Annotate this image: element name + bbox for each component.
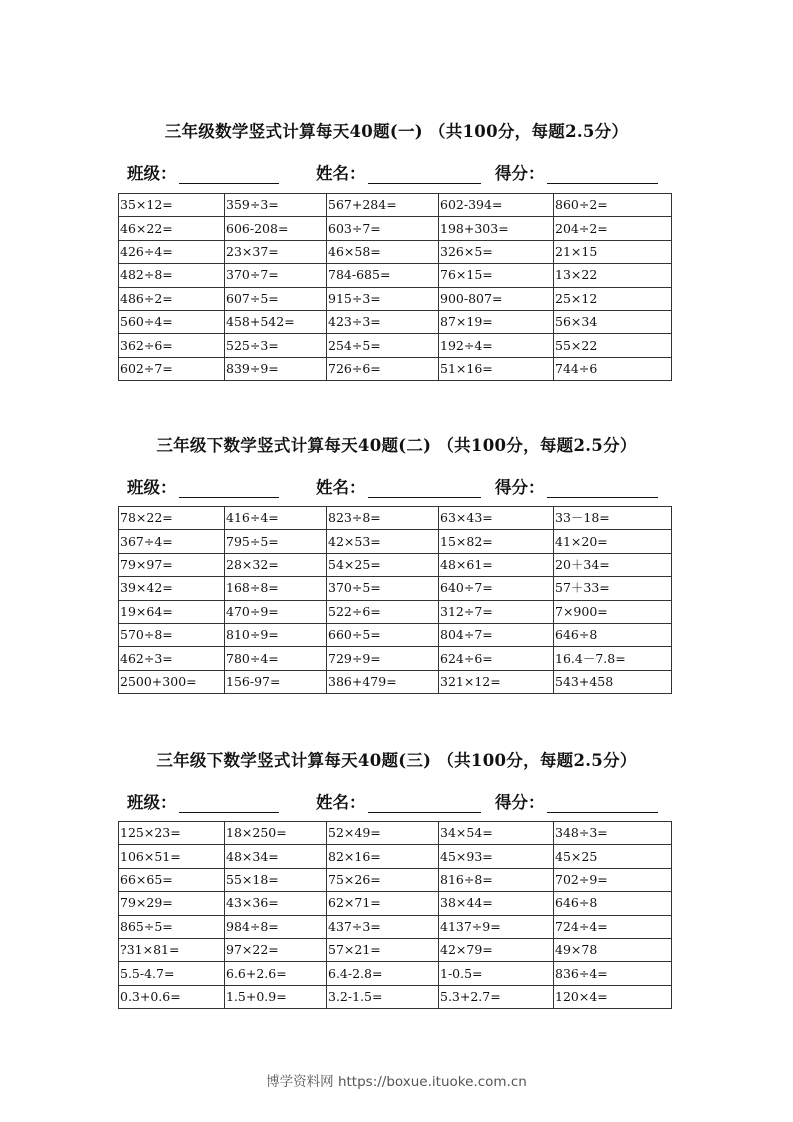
watermark-footer: 博学资料网 https://boxue.ituoke.com.cn bbox=[266, 1074, 527, 1090]
problem-cell: 567+284= bbox=[327, 194, 439, 217]
class-field bbox=[127, 160, 279, 184]
problem-cell: 603÷7= bbox=[327, 217, 439, 240]
problem-cell: 66×65= bbox=[119, 868, 225, 891]
problem-cell: 6.6+2.6= bbox=[225, 962, 327, 985]
problem-table bbox=[118, 506, 672, 694]
problem-cell: 254÷5= bbox=[327, 334, 439, 357]
name-field bbox=[316, 474, 481, 498]
problem-cell: 462÷3= bbox=[119, 647, 225, 670]
problem-cell: 63×43= bbox=[439, 507, 554, 530]
problem-cell: 865÷5= bbox=[119, 915, 225, 938]
table-row bbox=[119, 845, 672, 868]
problem-cell: 2500+300= bbox=[119, 670, 225, 693]
problem-cell: 0.3+0.6= bbox=[119, 985, 225, 1008]
problem-cell: 915÷3= bbox=[327, 287, 439, 310]
problem-cell: ?31×81= bbox=[119, 938, 225, 961]
score-field-blank-line[interactable] bbox=[547, 167, 658, 184]
problem-cell: 21×15 bbox=[554, 240, 672, 263]
class-field bbox=[127, 789, 279, 813]
problem-cell: 18×250= bbox=[225, 822, 327, 845]
problem-cell: 312÷7= bbox=[439, 600, 554, 623]
problem-cell: 860÷2= bbox=[554, 194, 672, 217]
problem-cell: 45×25 bbox=[554, 845, 672, 868]
problem-cell: 984÷8= bbox=[225, 915, 327, 938]
name-field-blank-line[interactable] bbox=[368, 167, 481, 184]
problem-cell: 76×15= bbox=[439, 264, 554, 287]
problem-cell: 198+303= bbox=[439, 217, 554, 240]
name-field-label: 姓名： bbox=[316, 478, 366, 497]
problem-cell: 52×49= bbox=[327, 822, 439, 845]
table-row bbox=[119, 892, 672, 915]
problem-cell: 34×54= bbox=[439, 822, 554, 845]
problem-cell: 386+479= bbox=[327, 670, 439, 693]
problem-cell: 370÷5= bbox=[327, 577, 439, 600]
problem-cell: 780÷4= bbox=[225, 647, 327, 670]
class-field-label: 班级： bbox=[127, 793, 177, 812]
problem-cell: 602-394= bbox=[439, 194, 554, 217]
class-field-blank-line[interactable] bbox=[179, 167, 279, 184]
problem-cell: 25×12 bbox=[554, 287, 672, 310]
problem-cell: 156-97= bbox=[225, 670, 327, 693]
problem-cell: 416÷4= bbox=[225, 507, 327, 530]
score-field-label: 得分： bbox=[495, 164, 545, 183]
problem-cell: 79×97= bbox=[119, 553, 225, 576]
problem-cell: 5.3+2.7= bbox=[439, 985, 554, 1008]
problem-cell: 362÷6= bbox=[119, 334, 225, 357]
table-row bbox=[119, 915, 672, 938]
student-info-row bbox=[127, 160, 687, 184]
problem-cell: 640÷7= bbox=[439, 577, 554, 600]
problem-cell: 423÷3= bbox=[327, 310, 439, 333]
problem-cell: 3.2-1.5= bbox=[327, 985, 439, 1008]
table-row bbox=[119, 194, 672, 217]
worksheet-title: 三年级下数学竖式计算每天40题(二) （共100分，每题2.5分） bbox=[156, 436, 637, 455]
problem-cell: 48×34= bbox=[225, 845, 327, 868]
problem-cell: 348÷3= bbox=[554, 822, 672, 845]
problem-cell: 192÷4= bbox=[439, 334, 554, 357]
problem-cell: 326×5= bbox=[439, 240, 554, 263]
problem-cell: 4137÷9= bbox=[439, 915, 554, 938]
score-field-label: 得分： bbox=[495, 478, 545, 497]
problem-cell: 804÷7= bbox=[439, 623, 554, 646]
table-row bbox=[119, 600, 672, 623]
problem-cell: 42×53= bbox=[327, 530, 439, 553]
problem-cell: 35×12= bbox=[119, 194, 225, 217]
table-row bbox=[119, 577, 672, 600]
table-row bbox=[119, 310, 672, 333]
class-field-label: 班级： bbox=[127, 478, 177, 497]
problem-cell: 660÷5= bbox=[327, 623, 439, 646]
problem-cell: 426÷4= bbox=[119, 240, 225, 263]
class-field-blank-line[interactable] bbox=[179, 796, 279, 813]
problem-cell: 28×32= bbox=[225, 553, 327, 576]
table-row bbox=[119, 647, 672, 670]
problem-cell: 82×16= bbox=[327, 845, 439, 868]
table-row bbox=[119, 962, 672, 985]
problem-cell: 49×78 bbox=[554, 938, 672, 961]
score-field-label: 得分： bbox=[495, 793, 545, 812]
problem-cell: 15×82= bbox=[439, 530, 554, 553]
problem-cell: 75×26= bbox=[327, 868, 439, 891]
table-row bbox=[119, 357, 672, 380]
problem-cell: 55×22 bbox=[554, 334, 672, 357]
problem-cell: 45×93= bbox=[439, 845, 554, 868]
problem-table bbox=[118, 193, 672, 381]
score-field bbox=[495, 474, 658, 498]
problem-cell: 370÷7= bbox=[225, 264, 327, 287]
problem-cell: 482÷8= bbox=[119, 264, 225, 287]
problem-cell: 607÷5= bbox=[225, 287, 327, 310]
score-field-blank-line[interactable] bbox=[547, 796, 658, 813]
problem-cell: 46×58= bbox=[327, 240, 439, 263]
problem-cell: 204÷2= bbox=[554, 217, 672, 240]
problem-cell: 51×16= bbox=[439, 357, 554, 380]
problem-cell: 55×18= bbox=[225, 868, 327, 891]
problem-cell: 522÷6= bbox=[327, 600, 439, 623]
problem-cell: 606-208= bbox=[225, 217, 327, 240]
problem-cell: 16.4－7.8= bbox=[554, 647, 672, 670]
problem-cell: 168÷8= bbox=[225, 577, 327, 600]
class-field-label: 班级： bbox=[127, 164, 177, 183]
table-row bbox=[119, 217, 672, 240]
problem-cell: 624÷6= bbox=[439, 647, 554, 670]
problem-cell: 42×79= bbox=[439, 938, 554, 961]
worksheet-title: 三年级下数学竖式计算每天40题(三) （共100分，每题2.5分） bbox=[156, 751, 637, 770]
problem-cell: 437÷3= bbox=[327, 915, 439, 938]
problem-cell: 13×22 bbox=[554, 264, 672, 287]
problem-cell: 724÷4= bbox=[554, 915, 672, 938]
problem-cell: 57×21= bbox=[327, 938, 439, 961]
problem-cell: 823÷8= bbox=[327, 507, 439, 530]
class-field-blank-line[interactable] bbox=[179, 481, 279, 498]
table-row bbox=[119, 287, 672, 310]
problem-cell: 543+458 bbox=[554, 670, 672, 693]
problem-cell: 46×22= bbox=[119, 217, 225, 240]
problem-cell: 62×71= bbox=[327, 892, 439, 915]
problem-cell: 7×900= bbox=[554, 600, 672, 623]
table-row bbox=[119, 985, 672, 1008]
score-field bbox=[495, 160, 658, 184]
table-row bbox=[119, 822, 672, 845]
table-row bbox=[119, 334, 672, 357]
problem-cell: 900-807= bbox=[439, 287, 554, 310]
problem-cell: 702÷9= bbox=[554, 868, 672, 891]
problem-cell: 48×61= bbox=[439, 553, 554, 576]
problem-cell: 79×29= bbox=[119, 892, 225, 915]
problem-cell: 120×4= bbox=[554, 985, 672, 1008]
problem-cell: 19×64= bbox=[119, 600, 225, 623]
table-row bbox=[119, 264, 672, 287]
problem-cell: 816÷8= bbox=[439, 868, 554, 891]
table-row bbox=[119, 507, 672, 530]
problem-cell: 1.5+0.9= bbox=[225, 985, 327, 1008]
problem-cell: 78×22= bbox=[119, 507, 225, 530]
problem-cell: 359÷3= bbox=[225, 194, 327, 217]
name-field bbox=[316, 789, 481, 813]
score-field-blank-line[interactable] bbox=[547, 481, 658, 498]
problem-cell: 33－18= bbox=[554, 507, 672, 530]
class-field bbox=[127, 474, 279, 498]
problem-cell: 56×34 bbox=[554, 310, 672, 333]
problem-table bbox=[118, 821, 672, 1009]
name-field-label: 姓名： bbox=[316, 793, 366, 812]
problem-cell: 97×22= bbox=[225, 938, 327, 961]
table-row bbox=[119, 530, 672, 553]
problem-cell: 54×25= bbox=[327, 553, 439, 576]
problem-cell: 646÷8 bbox=[554, 623, 672, 646]
name-field bbox=[316, 160, 481, 184]
problem-cell: 784-685= bbox=[327, 264, 439, 287]
problem-cell: 367÷4= bbox=[119, 530, 225, 553]
problem-cell: 744÷6 bbox=[554, 357, 672, 380]
problem-cell: 87×19= bbox=[439, 310, 554, 333]
student-info-row bbox=[127, 474, 687, 498]
worksheet-title: 三年级数学竖式计算每天40题(一) （共100分，每题2.5分） bbox=[164, 122, 629, 141]
problem-cell: 20＋34= bbox=[554, 553, 672, 576]
name-field-blank-line[interactable] bbox=[368, 481, 481, 498]
problem-cell: 125×23= bbox=[119, 822, 225, 845]
table-row bbox=[119, 938, 672, 961]
table-row bbox=[119, 868, 672, 891]
problem-cell: 810÷9= bbox=[225, 623, 327, 646]
table-row bbox=[119, 240, 672, 263]
problem-cell: 38×44= bbox=[439, 892, 554, 915]
table-row bbox=[119, 670, 672, 693]
problem-cell: 646÷8 bbox=[554, 892, 672, 915]
table-row bbox=[119, 553, 672, 576]
problem-cell: 560÷4= bbox=[119, 310, 225, 333]
name-field-label: 姓名： bbox=[316, 164, 366, 183]
problem-cell: 525÷3= bbox=[225, 334, 327, 357]
problem-cell: 57＋33= bbox=[554, 577, 672, 600]
problem-cell: 6.4-2.8= bbox=[327, 962, 439, 985]
problem-cell: 43×36= bbox=[225, 892, 327, 915]
problem-cell: 23×37= bbox=[225, 240, 327, 263]
problem-cell: 5.5-4.7= bbox=[119, 962, 225, 985]
problem-cell: 836÷4= bbox=[554, 962, 672, 985]
problem-cell: 726÷6= bbox=[327, 357, 439, 380]
problem-cell: 602÷7= bbox=[119, 357, 225, 380]
problem-cell: 41×20= bbox=[554, 530, 672, 553]
problem-cell: 106×51= bbox=[119, 845, 225, 868]
problem-cell: 321×12= bbox=[439, 670, 554, 693]
problem-cell: 486÷2= bbox=[119, 287, 225, 310]
problem-cell: 570÷8= bbox=[119, 623, 225, 646]
problem-cell: 1-0.5= bbox=[439, 962, 554, 985]
problem-cell: 470÷9= bbox=[225, 600, 327, 623]
problem-cell: 729÷9= bbox=[327, 647, 439, 670]
table-row bbox=[119, 623, 672, 646]
name-field-blank-line[interactable] bbox=[368, 796, 481, 813]
problem-cell: 795÷5= bbox=[225, 530, 327, 553]
score-field bbox=[495, 789, 658, 813]
problem-cell: 839÷9= bbox=[225, 357, 327, 380]
student-info-row bbox=[127, 789, 687, 813]
problem-cell: 458+542= bbox=[225, 310, 327, 333]
problem-cell: 39×42= bbox=[119, 577, 225, 600]
